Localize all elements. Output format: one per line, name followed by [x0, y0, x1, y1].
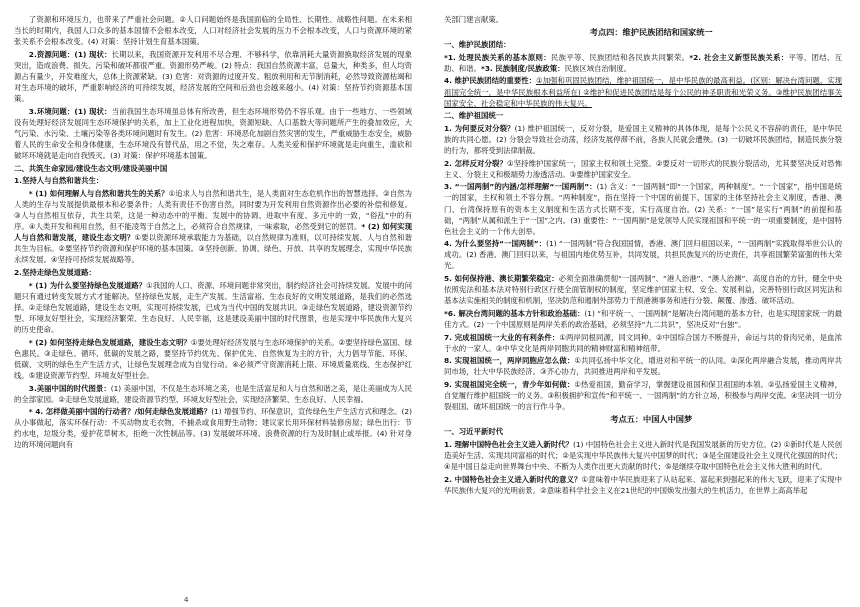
- section-heading-reunification: 二、维护祖国统一: [444, 111, 504, 121]
- green-q2: * (2) 如何坚持走绿色发展道路，建设生态文明？①要处理好经济发展与生态环境保护的关系。②要坚持绿色富国、绿色惠民。③走绿色、循环、低碳的发展之路，要坚持节约优先、保护优先、自然恢复为主的方针，大力倡导节能、环保、低碳、文明的绿色生产生活方式，让绿色发展理念成为自觉行动。④必须严守资源消耗上限、环境质量底线、生态保护红线。⑤建设资源节约型、环境友好型社会。: [14, 337, 412, 380]
- section-heading-new-era: 一、习近平新时代: [444, 427, 504, 437]
- why-adhere: 4. 为什么要坚持“一国两制”：(1) “一国两制”符合我国国情，香港、澳门回归祖国以来，“一国两制”实践取得举世公认的成功。(2) 香港、澳门回归以来，与祖国内地优势互补，共同发展，共担民族复兴的历史责任，共享祖国繁荣富强的伟大荣光。: [444, 239, 842, 271]
- right-column: [444, 14, 842, 604]
- action-paragraph: * 4. 怎样做美丽中国的行动者？/如何走绿色发展道路？(1) 增强节约、环保意识，宣传绿色生产生活方式和理念。(2) 从小事做起，落实环保行动：不买动物皮毛衣物，不捕杀或食用野生动物；建议家长用环保材料装修房屋；绿色出行：节约水电，垃圾分类，爱护花草树木，拒绝一次性制品等。(3) 发展破坏环境、浪费资源的行为及时制止或举报。(4) 针对身边的环境问题向有: [14, 407, 412, 450]
- hk-macao-stability: 5. 如何保持港、澳长期繁荣稳定：必须全面准确贯彻“一国两制”、“港人治港”、“澳人治澳”、高度自治的方针，健全中央依照宪法和基本法对特别行政区行使全面管制权的制度，坚定维护国家主权、安全、发展利益，完善特别行政区同宪法和基本法实施相关的制度和机制，坚决防范和遏制外部势力干预港澳事务和进行分裂、颠覆、渗透、破坏活动。: [444, 274, 842, 306]
- page-number: 4: [184, 596, 189, 604]
- subheading-green-development: 2.坚持走绿色发展道路：: [14, 268, 96, 278]
- harmony-q1: * (1) 如何理解人与自然和谐共生的关系？①追求人与自然和谐共生，是人类面对生态危机作出的智慧选择。②自然为人类的生存与发展提供最根本和必要条件；人类有责任不伤害自然，同时要为开发利用自然资源作出必要的补偿和修复。③人与自然相互依存，共生共荣，这是一种动态中的平衡。发展中的协调、进取中有度、多元中的一致，“俗乱”中的有序。④人类开发和利用自然，但不能凌驾于自然之上，必须符合自然规律，一味索取，必然受到它的惩罚。* (2) 如何实现人与自然和谐发展，建设生态文明？①要以资源环境承载能力为基础，以自然规律为准则，以可持续发展、人与自然和谐共生为目标。②要坚持节约资源和保护环境的基本国策。③坚持创新、协调、绿色、开放、共享的发展理念，实现中华民族永续发展。④坚持可持续发展战略等。: [14, 188, 412, 265]
- population-paragraph: 了资源和环境压力，也带来了严重社会问题。②人口问题始终是我国面临的全局性、长期性、战略性问题。在未来相当长的时期内，我国人口众多的基本国情不会根本改变，人口对经济社会发展的压力不会根本改变，人口与资源环境的紧张关系不会根本改变。(4) 对策：坚持计划生育基本国策。: [14, 15, 412, 47]
- youth-action: 9. 实现祖国完全统一，青少年如何做：①热爱祖国，勤奋学习，掌握建设祖国和保卫祖国的本领。②弘扬爱国主义精神，自觉履行维护祖国统一的义务。③积极拥护和宣传“和平统一、一国两制”的方针立场，积极参与两岸交流。④坚决同一切分裂祖国、破坏祖国统一的言行作斗争。: [444, 379, 842, 412]
- environment-paragraph: 3.环境问题：(1) 现状：当前我国生态环境虽总体有所改善，但生态环境形势仍不容乐观。由于一些地方、一些领域没有处理好经济发展同生态环境保护的关系，加上工业化进程加快，资源短缺、人口基数大等问题所产生的叠加效应，大气污染、水污染、土壤污染等各类环境问题时有发生。(2) 危害：环境恶化加剧自然灾害的发生，严重威胁生态安全，威胁着人民的生命安全和身体健康，生态环境没有替代品，用之不觉，失之难存。人类关爱和保护环境就是走向重生，滥砍和破坏环境就是走向自我毁灭。(3) 对策：保护环境基本国策。: [14, 106, 412, 161]
- section-heading-unity: 一、维护民族团结：: [444, 40, 511, 50]
- continuation-line: 关部门建言献策。: [444, 15, 504, 24]
- oppose-separatism: 1. 为何要反对分裂？(1) 维护祖国统一，反对分裂，是爱国主义精神的具体体现，是每个公民义不容辞的责任，是中华民族的共同心愿。(2) 分裂会导致社会动荡，经济发展停滞不前，各族人民就会遭殃。(3) 一切破坏民族团结，制造民族分裂的行为，都将受到法律制裁。: [444, 123, 842, 156]
- unity-importance: 4. 维护民族团结的重要性：①加强和巩固民族团结，维护祖国统一，是中华民族的最高利益。(区别：解决台湾问题、实现祖国完全统一，是中华民族根本利益所在) ②维护和促进民族团结是每个公民的神圣职责和光荣义务。③维护民族团结事关国家安全、社会稳定和中华民族的伟大复兴。: [444, 76, 842, 108]
- one-country-two-systems: 3. “一国两制”的内涵/怎样理解“一国两制”：(1) 含义：“一国两制”即“一个国家，两种制度”。“一个国家”，指中国是统一的国家，主权和领土不容分割。“两种制度”，指在坚持一个中国的前提下，国家的主体坚持社会主义制度，香港、澳门、台湾保持原有的资本主义制度和生活方式长期不变，实行高度自治。(2) 关系：“一国”是实行“两制”的前提和基础，“两制”从属和派生于“一国”之内。(3) 重要性：“一国两制”是党领导人民实现祖国和平统一的一项重要制度，是中国特色社会主义的一个伟大创举。: [444, 182, 842, 236]
- ethnic-principles: *1. 处理民族关系的基本原则：民族平等、民族团结和各民族共同繁荣。*2. 社会主义新型民族关系：平等、团结、互助、和谐。*3. 民族制度/民族政策：民族区域自治制度。: [444, 52, 842, 73]
- topic-heading-5: 考点五：中国人中国梦: [610, 413, 693, 424]
- how-oppose: 2. 怎样反对分裂？①坚持维护国家统一，国家主权和领土完整。②要反对一切形式的民族分裂活动，尤其要坚决反对恐怖主义、分裂主义和极端势力渗透活动。③要维护国家安全。: [444, 158, 842, 179]
- compatriots-action: 8. 实现祖国统一，两岸同胞应怎么做：①共同弘扬中华文化，增进对和平统一的认同。②深化两岸融合发展，推动两岸共同市场，壮大中华民族经济。③齐心协力，共同推进两岸和平发展。: [444, 356, 842, 377]
- taiwan-policy: *6. 解决台湾问题的基本方针和政治基础：(1) “和平统一、一国两制”是解决台湾问题的基本方针，也是实现国家统一的最佳方式。(2) 一个中国原则是两岸关系的政治基础，必须坚持“九二共识”，坚决反对“台独”。: [444, 308, 842, 329]
- new-era-significance: 2. 中国特色社会主义进入新时代的意义？①意味着中华民族迎来了从站起来、富起来到强起来的伟大飞跃，迎来了实现中华民族伟大复兴的光明前景。②意味着科学社会主义在21世纪的中国焕发出强大的生机活力，在世界上高高举起: [444, 474, 842, 495]
- section-heading-ecology: 二、共筑生命家园/建设生态文明/建设美丽中国: [14, 163, 168, 173]
- subheading-harmony: 1.坚持人与自然和谐共生：: [14, 176, 104, 186]
- green-q1: * (1) 为什么要坚持绿色发展道路？①我国的人口、资源、环境问题非常突出，制约经济社会可持续发展。发展中的问题只有通过转变发展方式才能解决。坚持绿色发展，走生产发展、生活富裕、生态良好的文明发展道路，是我们的必然选择。②走绿色发展道路，建设生态文明，实现可持续发展，已成为当代中国的发展共识。③走绿色发展道路，建设资源节约型、环境友好型社会，实现经济繁荣、生态良好、人民幸福，这是建设美丽中国的时代图景，也是实现中华民族伟大复兴的历史使命。: [14, 280, 412, 335]
- new-era-understanding: 1. 理解中国特色社会主义进入新时代？(1) 中国特色社会主义进入新时代是我国发展新的历史方位。(2) ①新时代是人民创造美好生活、实现共同富裕的时代；②是实现中华民族伟大复兴中国梦的时代；③是全面建设社会主义现代化强国的时代；④是中国日益走向世界舞台中央、不断为人类作出更大贡献的时代；⑤是继续夺取中国特色社会主义伟大胜利的时代。: [444, 439, 842, 472]
- left-column: [14, 14, 412, 594]
- resource-paragraph: 2.资源问题：(1) 现状：长期以来，我国资源开发利用不尽合理、不够科学，依靠消耗大量资源换取经济发展的现象突出，造成浪费、损失、污染和破坏都很严重。资源形势严峻。(2) 特点：我国自然资源丰富，总量大，种类多，但人均资源占有量少，开发难度大，总体上资源紧缺。(3) 危害：对资源的过度开发、粗放利用和无节制消耗，必然导致资源枯竭和对生态环境的破坏，严重影响经济的可持续发展，经济发展的空间和后劲也会越来越小。(4) 对策：坚持节约资源基本国策。: [14, 49, 412, 104]
- beautiful-china-paragraph: 3.美丽中国的时代图景：(1) 美丽中国，不仅是生态环境之美，也是生活富足和人与自然和谐之美，是让美丽成为人民的全部家园。②走绿色发展道路，建设资源节约型、环境友好型社会，实现经济繁荣、生态良好、人民幸福。: [14, 383, 412, 404]
- favorable-conditions: 7. 完成祖国统一大业的有利条件：①两岸同根同源，同文同种。②中国综合国力不断提升，命运与共的骨肉兄弟，是血浓于水的一家人。③中华文化是两岸同胞共同的精神财富和精神纽带。: [444, 332, 842, 353]
- topic-heading-4: 考点四：维护民族团结和国家统一: [589, 26, 713, 37]
